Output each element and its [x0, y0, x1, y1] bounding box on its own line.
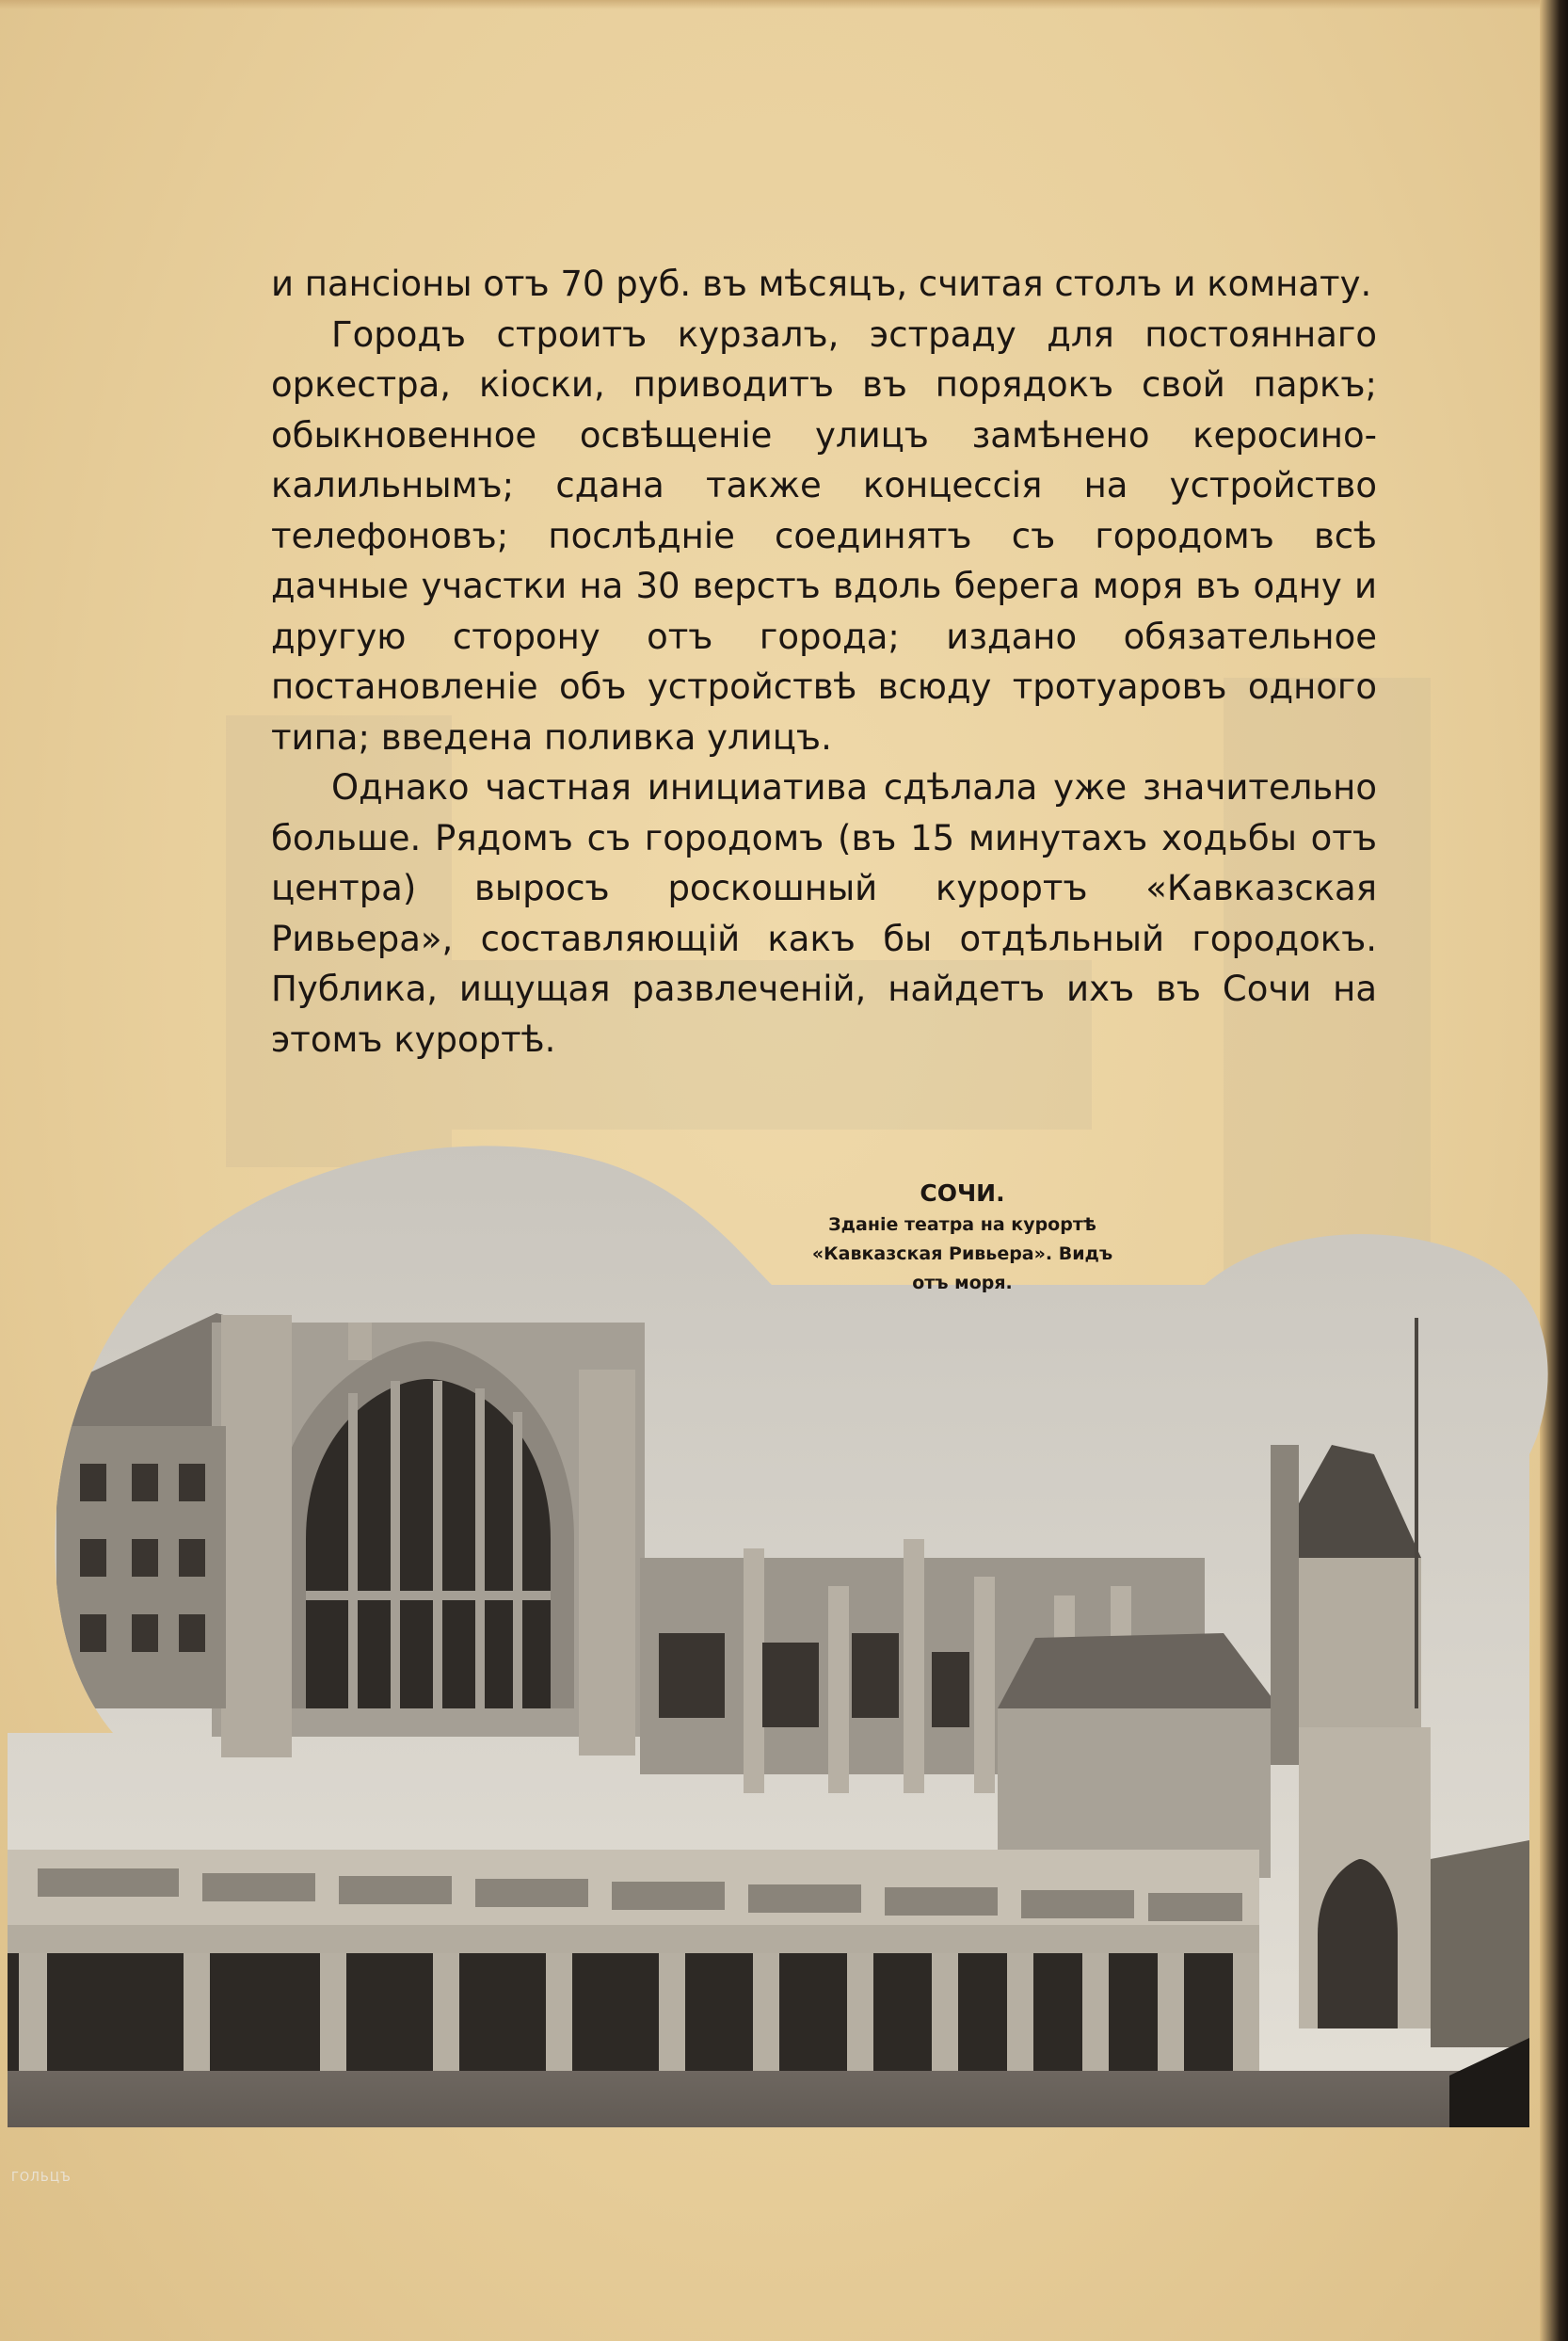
theatre-photograph — [0, 1144, 1568, 2217]
paragraph-3: Однако частная инициатива сдѣлала уже значительно больше. Рядомъ съ городомъ (въ 15 минутахъ ходьбы отъ центра) выросъ роскошный курортъ «Кавказская Ривьера», составляющій какъ бы отдѣльный городокъ. Публика, ищущая развлеченій, найдетъ ихъ въ Сочи на этомъ курортѣ. — [271, 767, 1377, 1060]
caption-line: отъ моря. — [912, 1273, 1013, 1293]
photo-credit: ГОЛЬЦЪ — [11, 2171, 72, 2185]
paragraph-2: Городъ строитъ курзалъ, эстраду для постояннаго оркестра, кіоски, приводитъ въ порядокъ свой паркъ; обыкновенное освѣщеніе улицъ замѣнено керосино-калильнымъ; сдана также концессія на устройство телефоновъ; послѣдніе соединятъ съ городомъ всѣ дачные участки на 30 верстъ вдоль берега моря въ одну и другую сторону отъ города; издано обязательное постановленіе объ устройствѣ всюду тротуаровъ одного типа; введена поливка улицъ. — [271, 313, 1377, 758]
photo-caption — [795, 1177, 1129, 1298]
article-body — [271, 259, 1377, 1065]
caption-line: «Кавказская Ривьера». Видъ — [811, 1243, 1113, 1264]
caption-city: СОЧИ. — [920, 1179, 1005, 1207]
page-top-edge — [0, 0, 1568, 9]
paragraph-1: и пансіоны отъ 70 руб. въ мѣсяцъ, считая столъ и комнату. — [271, 264, 1372, 304]
caption-line: Зданіе театра на курортѣ — [828, 1214, 1096, 1235]
